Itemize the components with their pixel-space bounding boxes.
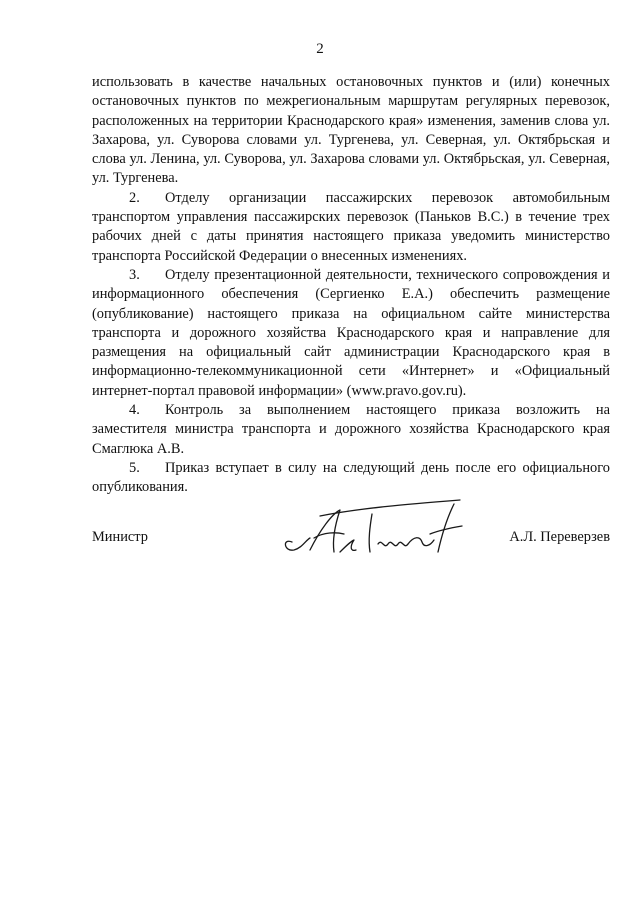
list-item [92,266,610,401]
document-body [92,73,610,498]
paragraph-intro: использовать в качестве начальных остановочных пунктов и (или) конечных остановочных пунктов по межрегиональным маршрутам регулярных перевозок, расположенных на территории Краснодарского края» изменения, заменив слова ул. Захарова, ул. Суворова словами ул. Тургенева, ул. Северная, ул. Октябрьская и слова ул. Ленина, ул. Суворова, ул. Захарова словами ул. Октябрьская, ул. Северная, ул. Тургенева. [92,74,610,187]
handwritten-signature [280,494,480,564]
item-number: 3. [129,266,140,283]
list-item [92,401,610,459]
signatory-title: Министр [92,529,148,545]
item-number: 4. [129,402,140,419]
signatory-name: А.Л. Переверзев [509,529,610,545]
item-text: Отделу организации пассажирских перевозок автомобильным транспортом управления пассажирских перевозок (Паньков В.С.) в течение трех рабочих дней с даты принятия настоящего приказа уведомить министерство транспорта Российской Федерации о внесенных изменениях. [92,189,610,264]
item-text: Приказ вступает в силу на следующий день после его официального опубликования. [92,459,610,496]
page-number: 2 [316,41,324,57]
item-text: Отделу презентационной деятельности, технического сопровождения и информационного обеспечения (Сергиенко Е.А.) обеспечить размещение (опубликование) настоящего приказа на официальном сайте министерства транспорта и дорожного хозяйства Краснодарского края и направление для размещения на официальный сайт администрации Краснодарского края в информационно-телекоммуникационной сети «Интернет» и «Официальный интернет-портал правовой информации» (www.pravo.gov.ru). [92,266,610,399]
item-number: 5. [129,459,140,476]
item-text: Контроль за выполнением настоящего приказа возложить на заместителя министра транспорта и дорожного хозяйства Краснодарского края Смаглюка А.В. [92,402,610,457]
list-item [92,459,610,498]
list-item [92,189,610,266]
signature-block [92,494,610,564]
item-number: 2. [129,189,140,206]
